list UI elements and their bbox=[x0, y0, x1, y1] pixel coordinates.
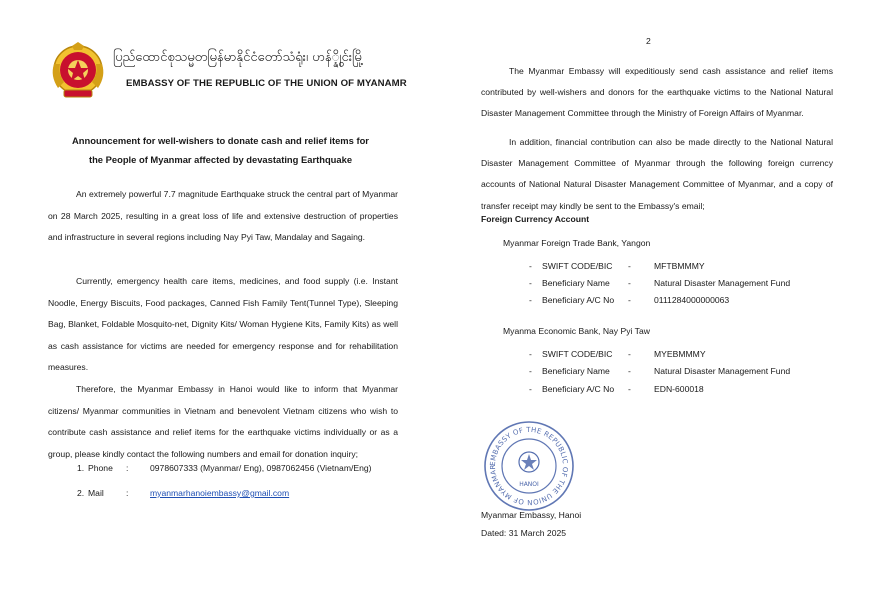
seal-ring-text: EMBASSY OF THE REPUBLIC OF THE UNION OF MYANMAR bbox=[488, 425, 570, 507]
row-label: Beneficiary A/C No bbox=[542, 295, 615, 305]
row-separator: - bbox=[628, 366, 631, 376]
contact-number: 1. bbox=[77, 463, 85, 473]
row-separator: - bbox=[628, 295, 631, 305]
row-separator: - bbox=[628, 278, 631, 288]
row-bullet: - bbox=[529, 278, 532, 288]
contact-label: Phone bbox=[88, 463, 113, 473]
state-seal-icon bbox=[48, 42, 108, 100]
row-value: MYEBMMMY bbox=[654, 349, 706, 359]
page-1 bbox=[0, 0, 441, 594]
row-bullet: - bbox=[529, 349, 532, 359]
row-label: Beneficiary Name bbox=[542, 366, 610, 376]
paragraph-earthquake: An extremely powerful 7.7 magnitude Earthquake struck the central part of Myanmar on 28 March 2025, resulting in a great loss of life and extensive destruction of properties and infrastructure in several regions including Nay Pyi Taw, Mandalay and Sagaing. bbox=[48, 189, 398, 243]
paragraph-contact-request: Therefore, the Myanmar Embassy in Hanoi would like to inform that Myanmar citizens/ Myanmar communities in Vietnam and benevolent Vietnam citizens who wish to contribute cash assistance and relief items for the earthquake victims individually or as a group, please kindly contact the following numbers and email for donation inquiry; bbox=[48, 384, 398, 459]
row-separator: - bbox=[628, 261, 631, 271]
account-heading: Foreign Currency Account bbox=[481, 214, 590, 224]
contact-label: Mail bbox=[88, 488, 104, 498]
row-value: 0111284000000063 bbox=[654, 295, 730, 305]
page-number: 2 bbox=[646, 36, 651, 46]
phone-numbers: 0978607333 (Myanmar/ Eng), 0987062456 (Vietnam/Eng) bbox=[150, 463, 372, 473]
row-bullet: - bbox=[529, 295, 532, 305]
row-value: Natural Disaster Management Fund bbox=[654, 278, 791, 288]
paragraph-financial: In addition, financial contribution can also be made directly to the National Natural Disaster Management Committee of Myanmar through the following foreign currency accounts of National Natural Disaster Management Committee of Myanmar, and a copy of transfer receipt may kindly be sent to the Embassy's email; bbox=[481, 137, 833, 211]
bank-name: Myanmar Foreign Trade Bank, Yangon bbox=[503, 238, 651, 248]
seal-city: HANOI bbox=[519, 481, 539, 488]
row-label: Beneficiary Name bbox=[542, 278, 610, 288]
contact-separator: : bbox=[126, 488, 129, 498]
contact-number: 2. bbox=[77, 488, 85, 498]
row-value: EDN-600018 bbox=[654, 384, 704, 394]
row-separator: - bbox=[628, 384, 631, 394]
row-value: Natural Disaster Management Fund bbox=[654, 366, 791, 376]
row-bullet: - bbox=[529, 384, 532, 394]
announcement-title-line2: the People of Myanmar affected by devastating Earthquake bbox=[88, 154, 353, 165]
row-bullet: - bbox=[529, 366, 532, 376]
bank-name: Myanma Economic Bank, Nay Pyi Taw bbox=[503, 326, 650, 336]
announcement-title-line1: Announcement for well-wishers to donate cash and relief items for bbox=[72, 135, 369, 146]
contact-separator: : bbox=[126, 463, 129, 473]
row-label: SWIFT CODE/BIC bbox=[542, 261, 613, 271]
paragraph-delivery: The Myanmar Embassy will expeditiously send cash assistance and relief items contributed by well-wishers and donors for the earthquake victims to the National Natural Disaster Management Committee through the Ministry of Foreign Affairs of Myanmar. bbox=[481, 66, 833, 119]
email-link[interactable]: myanmarhanoiembassy@gmail.com bbox=[150, 488, 290, 498]
row-label: Beneficiary A/C No bbox=[542, 384, 615, 394]
row-separator: - bbox=[628, 349, 631, 359]
row-label: SWIFT CODE/BIC bbox=[542, 349, 613, 359]
page-2 bbox=[441, 0, 883, 594]
embassy-name: EMBASSY OF THE REPUBLIC OF THE UNION OF MYANAMR bbox=[126, 78, 407, 89]
embassy-seal-stamp bbox=[483, 420, 575, 512]
paragraph-needs: Currently, emergency health care items, medicines, and food supply (i.e. Instant Noodle, Energy Biscuits, Food packages, Canned Fish Family Tent(Tunnel Type), Sleeping Bag, Blanket, Foldable Mosquito-net, Dignity Kits/ Woman Hygiene Kits, Family Kits) as well as cash assistance for victims are needed for emergency response and for rehabilitation measures. bbox=[48, 276, 398, 373]
document-date: Dated: 31 March 2025 bbox=[481, 528, 567, 538]
myanmar-embassy-title: ပြည်ထောင်စုသမ္မတမြန်မာနိုင်ငံတော်သံရုံး၊ ဟန်္နွိုင်းမြို့ bbox=[113, 50, 364, 65]
row-value: MFTBMMMY bbox=[654, 261, 705, 271]
row-bullet: - bbox=[529, 261, 532, 271]
signoff: Myanmar Embassy, Hanoi bbox=[481, 510, 582, 520]
